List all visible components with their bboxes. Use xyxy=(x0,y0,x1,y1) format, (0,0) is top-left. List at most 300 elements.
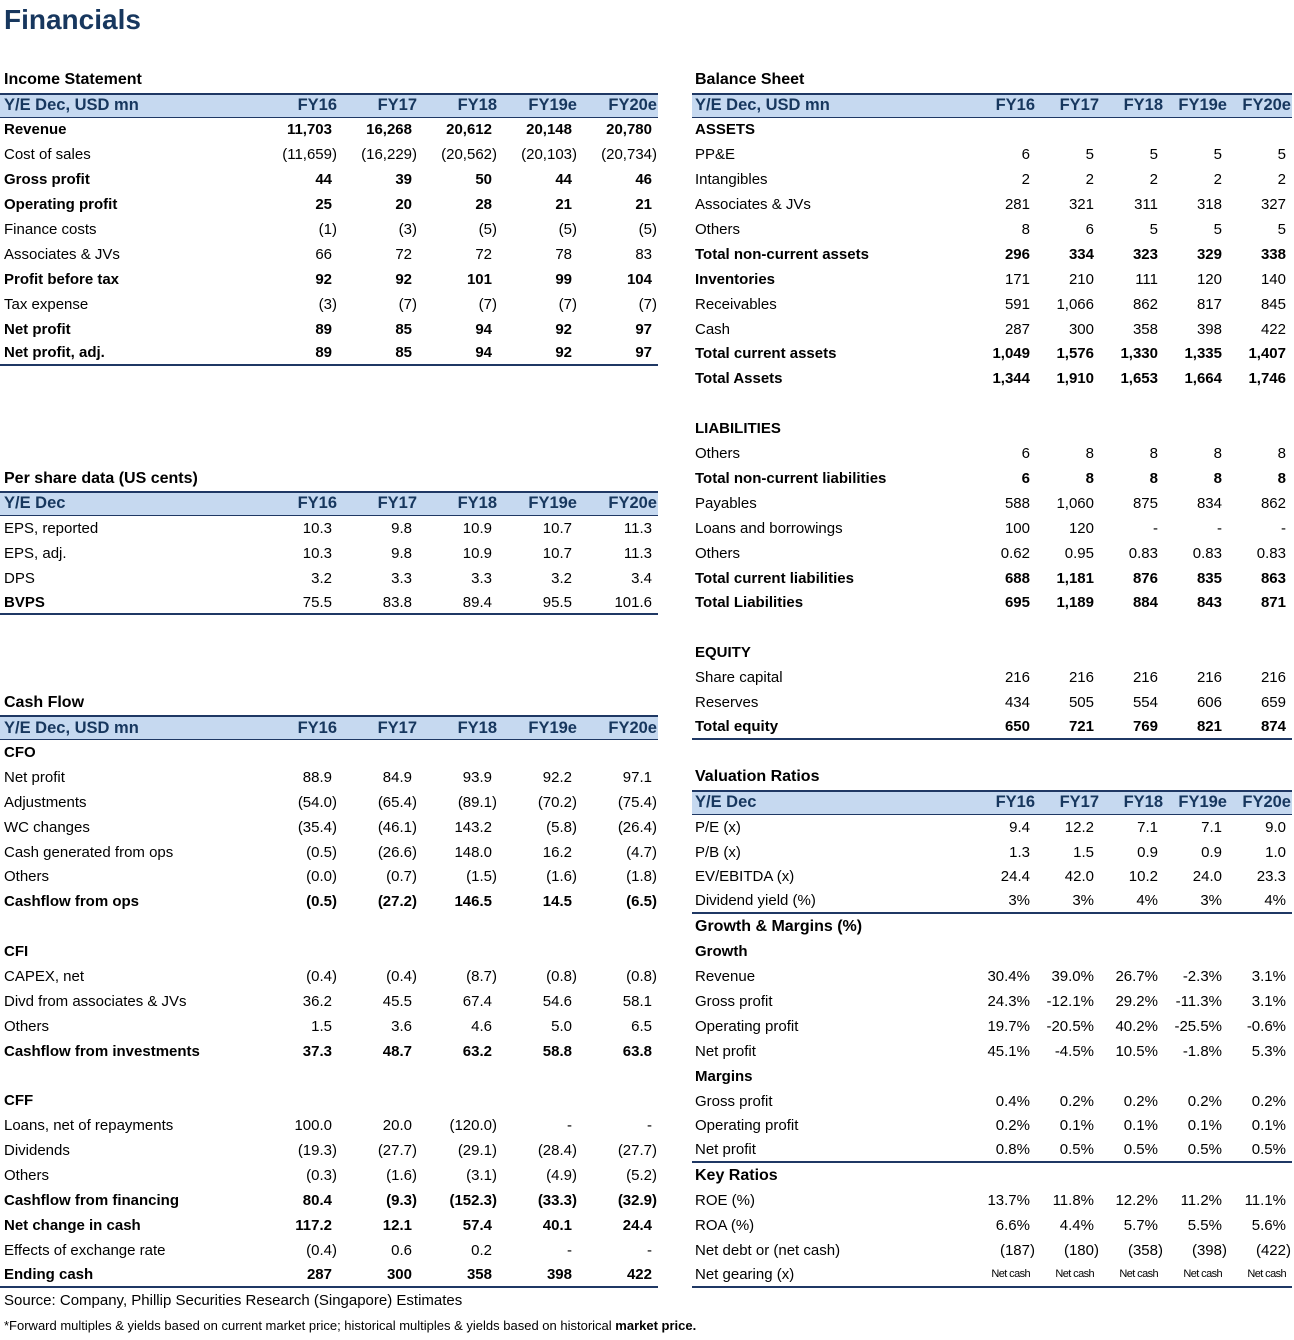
cell-fy17: 1.5 xyxy=(1073,843,1094,861)
row-label: Cashflow from ops xyxy=(4,893,140,911)
cell-fy19e: (33.3) xyxy=(537,1192,577,1209)
cell-fy18: 0.1% xyxy=(1123,1117,1158,1135)
cell-fy18: (3.1) xyxy=(466,1167,497,1185)
cell-fy18: 146.5 xyxy=(454,893,492,911)
row-label: Cashflow from financing xyxy=(4,1192,180,1209)
cell-fy19e: 44 xyxy=(555,171,572,189)
row-finance-costs xyxy=(0,217,658,242)
cell-fy16: 25 xyxy=(315,196,332,214)
row-dividends xyxy=(0,1138,658,1163)
cell-fy16: 100.0 xyxy=(294,1117,332,1135)
cell-fy18: 862 xyxy=(1132,295,1158,313)
cell-fy16: (0.5) xyxy=(306,843,337,861)
column-header-label: Y/E Dec, USD mn xyxy=(4,718,139,737)
cell-fy17: 92 xyxy=(395,270,412,288)
row-label: Loans and borrowings xyxy=(695,519,843,537)
row-label: Cash generated from ops xyxy=(4,843,174,861)
row-others xyxy=(0,1014,658,1039)
row-label: DPS xyxy=(4,569,35,587)
row-roa xyxy=(692,1213,1292,1238)
cell-fy18: Net cash xyxy=(1119,1268,1158,1281)
section-title: Balance Sheet xyxy=(695,71,805,89)
cell-fy20e: 1,746 xyxy=(1248,370,1286,388)
cell-fy20e: 871 xyxy=(1260,594,1286,612)
cell-fy20e: - xyxy=(647,1117,652,1135)
cell-fy20e: (0.8) xyxy=(626,967,657,985)
cell-fy17: 4.4% xyxy=(1059,1217,1094,1235)
cell-fy20e: 5 xyxy=(1277,146,1286,164)
cell-fy18: 358 xyxy=(1132,320,1158,338)
row-cash xyxy=(692,317,1292,342)
cell-fy20e: 874 xyxy=(1260,717,1286,735)
row-cash-generated-from-ops xyxy=(0,840,658,865)
cell-fy18: (152.3) xyxy=(449,1192,497,1209)
cell-fy19e: - xyxy=(567,1117,572,1135)
cell-fy17: 9.8 xyxy=(391,544,412,562)
cell-fy19e: 606 xyxy=(1196,693,1222,711)
cell-fy17: (180) xyxy=(1063,1241,1099,1259)
cell-fy16: 171 xyxy=(1004,270,1030,288)
cell-fy16: 0.2% xyxy=(995,1117,1030,1135)
cell-fy19e: 329 xyxy=(1196,245,1222,263)
row-share-capital xyxy=(692,665,1292,690)
cell-fy20e: 20,780 xyxy=(606,121,652,139)
cell-fy19e: 834 xyxy=(1196,494,1222,512)
cell-fy16: 30.4% xyxy=(987,968,1030,986)
column-header-fy18: FY18 xyxy=(1123,96,1163,115)
cell-fy18: 4% xyxy=(1136,892,1158,910)
cell-fy16: 6 xyxy=(1021,445,1030,463)
footnote xyxy=(4,1318,696,1333)
cash-flow-table xyxy=(0,690,658,1287)
row-label: BVPS xyxy=(4,593,45,611)
footnote-emphasis: market price. xyxy=(615,1318,697,1333)
cell-fy16: 36.2 xyxy=(302,992,332,1010)
cell-fy16: (1) xyxy=(318,221,337,239)
cell-fy16: 2 xyxy=(1021,171,1030,189)
row-label: P/B (x) xyxy=(695,843,741,861)
row-cfi xyxy=(0,939,658,964)
cell-fy20e: 8 xyxy=(1277,445,1286,463)
cell-fy19e: -25.5% xyxy=(1174,1017,1222,1035)
cell-fy19e: 5 xyxy=(1213,146,1222,164)
cell-fy16: 13.7% xyxy=(987,1192,1030,1210)
cell-fy16: 588 xyxy=(1004,494,1030,512)
cell-fy20e: 863 xyxy=(1260,569,1286,587)
column-header-label: Y/E Dec, USD mn xyxy=(4,96,139,115)
row-label: Others xyxy=(695,544,741,562)
cell-fy19e: Net cash xyxy=(1183,1268,1222,1281)
group-equity xyxy=(692,640,1292,740)
cell-fy17: (9.3) xyxy=(386,1192,417,1209)
cell-fy17: 1,181 xyxy=(1056,569,1094,587)
cell-fy18: - xyxy=(1153,519,1158,537)
row-label: Others xyxy=(4,1167,50,1185)
cell-fy20e: 6.5 xyxy=(631,1017,652,1035)
cell-fy16: 434 xyxy=(1004,693,1030,711)
column-header-fy16: FY16 xyxy=(297,494,337,513)
row-label: Net profit xyxy=(695,1141,756,1159)
row-label: CAPEX, net xyxy=(4,967,85,985)
cell-fy18: 0.5% xyxy=(1123,1141,1158,1159)
cell-fy16: 296 xyxy=(1004,245,1030,263)
cell-fy20e: 2 xyxy=(1277,171,1286,189)
cell-fy19e: 92 xyxy=(555,344,572,362)
cell-fy16: 10.3 xyxy=(302,544,332,562)
row-label: ROA (%) xyxy=(695,1217,755,1235)
row-ending-cash xyxy=(0,1263,658,1288)
cell-fy18: 10.9 xyxy=(462,544,492,562)
cell-fy16: (0.3) xyxy=(306,1167,337,1185)
cell-fy17: 20 xyxy=(395,196,412,214)
row-label: Net profit xyxy=(695,1042,756,1060)
cell-fy18: (29.1) xyxy=(457,1142,497,1160)
cell-fy16: (0.4) xyxy=(306,1241,337,1259)
cell-fy20e: (4.7) xyxy=(626,843,657,861)
cell-fy19e: 40.1 xyxy=(542,1216,572,1234)
cell-fy19e: -2.3% xyxy=(1182,968,1222,986)
cell-fy18: 10.2 xyxy=(1128,868,1158,886)
cell-fy19e: 21 xyxy=(555,196,572,214)
row-payables xyxy=(692,491,1292,516)
row-cashflow-from-financing xyxy=(0,1188,658,1213)
cell-fy20e: 83 xyxy=(635,245,652,263)
cell-fy20e: (5.2) xyxy=(626,1167,657,1185)
cell-fy18: 0.9 xyxy=(1137,843,1158,861)
cell-fy18: 94 xyxy=(475,320,492,338)
cell-fy18: 26.7% xyxy=(1115,968,1158,986)
cell-fy17: 9.8 xyxy=(391,519,412,537)
cell-fy20e: 0.2% xyxy=(1251,1092,1286,1110)
group-growth xyxy=(692,939,1292,1063)
row-p-b-x xyxy=(692,840,1292,865)
row-inventories xyxy=(692,267,1292,292)
row-reserves xyxy=(692,690,1292,715)
cell-fy18: 1,653 xyxy=(1120,370,1158,388)
row-label: Net profit xyxy=(4,768,65,786)
cell-fy18: 8 xyxy=(1149,469,1158,487)
cell-fy20e: (7) xyxy=(638,295,657,313)
cell-fy16: (0.4) xyxy=(306,967,337,985)
group-cfo xyxy=(0,740,658,914)
cell-fy20e: 63.8 xyxy=(622,1042,652,1060)
group-margins xyxy=(692,1064,1292,1164)
cell-fy20e: 216 xyxy=(1260,669,1286,687)
column-header-label: Y/E Dec xyxy=(4,494,66,513)
cell-fy19e: 0.83 xyxy=(1192,544,1222,562)
cell-fy17: 85 xyxy=(395,344,412,362)
row-loans-net-of-repayments xyxy=(0,1113,658,1138)
cell-fy18: 876 xyxy=(1132,569,1158,587)
cell-fy20e: 11.3 xyxy=(623,519,652,537)
cell-fy16: 1,049 xyxy=(992,345,1030,363)
section-title: Valuation Ratios xyxy=(695,768,820,786)
cell-fy19e: 0.2% xyxy=(1187,1092,1222,1110)
row-label: Net debt or (net cash) xyxy=(695,1241,841,1259)
cell-fy20e: 3.4 xyxy=(631,569,652,587)
header-row xyxy=(0,93,658,118)
cell-fy16: 45.1% xyxy=(987,1042,1030,1060)
per-share-data-table xyxy=(0,466,658,615)
cell-fy17: 84.9 xyxy=(382,768,412,786)
row-label: Others xyxy=(695,445,741,463)
row-cashflow-from-investments xyxy=(0,1039,658,1064)
cell-fy18: 20,612 xyxy=(446,121,492,139)
cell-fy18: (120.0) xyxy=(449,1117,497,1135)
row-total-current-liabilities xyxy=(692,566,1292,591)
cell-fy17: 0.5% xyxy=(1059,1141,1094,1159)
cell-fy16: (54.0) xyxy=(297,793,337,811)
cell-fy18: 311 xyxy=(1134,196,1158,214)
row-label: Dividend yield (%) xyxy=(695,892,816,910)
cell-fy19e: 0.1% xyxy=(1187,1117,1222,1135)
cell-fy18: 1,330 xyxy=(1120,345,1158,363)
cell-fy20e: (75.4) xyxy=(617,793,657,811)
cell-fy19e: 398 xyxy=(1196,320,1222,338)
cell-fy19e: 24.0 xyxy=(1192,868,1222,886)
group-cfi xyxy=(0,939,658,1063)
header-row xyxy=(692,790,1292,815)
cell-fy20e: 23.3 xyxy=(1256,868,1286,886)
row-label: LIABILITIES xyxy=(695,420,781,438)
row-others xyxy=(0,864,658,889)
row-label: Net profit, adj. xyxy=(4,344,105,362)
row-intangibles xyxy=(692,167,1292,192)
cell-fy16: 24.3% xyxy=(987,992,1030,1010)
column-header-fy17: FY17 xyxy=(1059,96,1099,115)
cell-fy17: 1,066 xyxy=(1056,295,1094,313)
row-label: Reserves xyxy=(695,693,759,711)
cell-fy19e: (4.9) xyxy=(546,1167,577,1185)
row-effects-of-exchange-rate xyxy=(0,1238,658,1263)
cell-fy17: 85 xyxy=(395,320,412,338)
row-label: Operating profit xyxy=(695,1017,799,1035)
row-wc-changes xyxy=(0,815,658,840)
column-header-fy19e: FY19e xyxy=(528,718,577,737)
row-total-non-current-assets xyxy=(692,242,1292,267)
cell-fy19e: (5.8) xyxy=(546,818,577,836)
cell-fy16: 37.3 xyxy=(302,1042,332,1060)
cell-fy16: 80.4 xyxy=(302,1192,332,1209)
row-total-liabilities xyxy=(692,590,1292,615)
row-label: Dividends xyxy=(4,1142,70,1160)
cell-fy20e: 97 xyxy=(635,344,652,362)
cell-fy16: (187) xyxy=(999,1241,1035,1259)
cell-fy19e: 2 xyxy=(1213,171,1222,189)
cell-fy16: 216 xyxy=(1004,669,1030,687)
row-capex-net xyxy=(0,964,658,989)
cell-fy19e: (20,103) xyxy=(521,146,577,164)
cell-fy18: 216 xyxy=(1132,669,1158,687)
row-label: Payables xyxy=(695,494,757,512)
cell-fy16: 0.4% xyxy=(995,1092,1030,1110)
cell-fy20e: 422 xyxy=(626,1265,652,1283)
cell-fy18: 358 xyxy=(466,1265,492,1283)
cell-fy17: 39.0% xyxy=(1051,968,1094,986)
cell-fy16: 92 xyxy=(315,270,332,288)
row-label: WC changes xyxy=(4,818,90,836)
row-cff xyxy=(0,1089,658,1114)
row-divd-from-associates-jvs xyxy=(0,989,658,1014)
cell-fy20e: 862 xyxy=(1260,494,1286,512)
cell-fy19e: - xyxy=(567,1241,572,1259)
cell-fy17: -20.5% xyxy=(1046,1017,1094,1035)
column-header-fy19e: FY19e xyxy=(528,96,577,115)
cell-fy19e: (0.8) xyxy=(546,967,577,985)
row-net-debt-or-net-cash xyxy=(692,1238,1292,1263)
cell-fy19e: 1,664 xyxy=(1184,370,1222,388)
growth-margins-table xyxy=(692,914,1292,1163)
row-eps-reported xyxy=(0,516,658,541)
page-title: Financials xyxy=(4,4,141,35)
cell-fy17: (26.6) xyxy=(377,843,417,861)
row-net-profit xyxy=(692,1039,1292,1064)
cell-fy20e: 97 xyxy=(635,320,652,338)
cell-fy17: 0.1% xyxy=(1059,1117,1094,1135)
row-label: Others xyxy=(4,1017,50,1035)
cell-fy19e: 821 xyxy=(1196,717,1222,735)
cell-fy19e: -1.8% xyxy=(1182,1042,1222,1060)
row-gross-profit xyxy=(0,167,658,192)
row-pp-e xyxy=(692,142,1292,167)
cell-fy18: 89.4 xyxy=(462,593,492,611)
row-equity xyxy=(692,640,1292,665)
cell-fy18: (20,562) xyxy=(441,146,497,164)
column-header-fy19e: FY19e xyxy=(1178,793,1227,812)
cell-fy20e: 338 xyxy=(1260,245,1286,263)
cell-fy19e: 0.9 xyxy=(1201,843,1222,861)
cell-fy18: 63.2 xyxy=(462,1042,492,1060)
cell-fy20e: - xyxy=(647,1241,652,1259)
cell-fy19e: 817 xyxy=(1196,295,1222,313)
row-label: Revenue xyxy=(4,121,67,139)
column-header-fy17: FY17 xyxy=(377,718,417,737)
column-header-fy20e: FY20e xyxy=(1242,96,1291,115)
row-others xyxy=(0,1163,658,1188)
cell-fy16: 100 xyxy=(1004,519,1030,537)
row-net-gearing-x xyxy=(692,1263,1292,1288)
header-row xyxy=(0,491,658,516)
cell-fy19e: 7.1 xyxy=(1201,818,1222,836)
group-assets xyxy=(692,118,1292,392)
cell-fy18: 12.2% xyxy=(1115,1192,1158,1210)
cell-fy20e: 3.1% xyxy=(1251,992,1286,1010)
cell-fy16: 9.4 xyxy=(1009,818,1030,836)
cell-fy19e: (1.6) xyxy=(546,868,577,886)
row-profit-before-tax xyxy=(0,267,658,292)
group-liabilities xyxy=(692,416,1292,615)
column-header-fy18: FY18 xyxy=(1123,793,1163,812)
cell-fy16: 75.5 xyxy=(302,593,332,611)
row-cashflow-from-ops xyxy=(0,889,658,914)
cell-fy17: 45.5 xyxy=(382,992,412,1010)
row-label: ASSETS xyxy=(695,121,756,139)
cell-fy20e: 11.3 xyxy=(623,544,652,562)
cell-fy17: (27.2) xyxy=(377,893,417,911)
row-label: Associates & JVs xyxy=(695,196,811,214)
cell-fy20e: 46 xyxy=(635,171,652,189)
cell-fy20e: 101.6 xyxy=(614,593,652,611)
row-label: CFI xyxy=(4,943,29,961)
cell-fy17: 210 xyxy=(1068,270,1094,288)
row-others xyxy=(692,541,1292,566)
row-operating-profit xyxy=(0,192,658,217)
row-label: EV/EBITDA (x) xyxy=(695,868,795,886)
row-label: Total current liabilities xyxy=(695,569,854,587)
row-label: Gross profit xyxy=(695,992,773,1010)
row-total-current-assets xyxy=(692,342,1292,367)
column-header-fy18: FY18 xyxy=(457,96,497,115)
cell-fy17: 721 xyxy=(1068,717,1094,735)
cell-fy16: 8 xyxy=(1021,221,1030,239)
column-header-fy17: FY17 xyxy=(377,96,417,115)
cell-fy17: 1,189 xyxy=(1056,594,1094,612)
cell-fy19e: (70.2) xyxy=(537,793,577,811)
row-gross-profit xyxy=(692,1089,1292,1114)
cell-fy20e: 659 xyxy=(1260,693,1286,711)
cell-fy17: -4.5% xyxy=(1054,1042,1094,1060)
cell-fy20e: 0.1% xyxy=(1251,1117,1286,1135)
row-label: Total Liabilities xyxy=(695,594,804,612)
cell-fy17: 83.8 xyxy=(382,593,412,611)
row-label: Gross profit xyxy=(4,171,90,189)
cell-fy16: (0.5) xyxy=(306,893,337,911)
cell-fy16: (0.0) xyxy=(306,868,337,886)
row-total-equity xyxy=(692,715,1292,740)
cell-fy18: 884 xyxy=(1132,594,1158,612)
cell-fy18: 143.2 xyxy=(454,818,492,836)
column-header-fy20e: FY20e xyxy=(608,718,657,737)
cell-fy16: Net cash xyxy=(991,1268,1030,1281)
cell-fy20e: 5.6% xyxy=(1251,1217,1286,1235)
cell-fy18: 4.6 xyxy=(471,1017,492,1035)
cell-fy16: 0.62 xyxy=(1000,544,1030,562)
row-label: Others xyxy=(4,868,50,886)
cell-fy18: 10.5% xyxy=(1115,1042,1158,1060)
row-associates-jvs xyxy=(692,192,1292,217)
row-label: Effects of exchange rate xyxy=(4,1241,166,1259)
cell-fy16: 281 xyxy=(1004,196,1030,214)
cell-fy16: 66 xyxy=(315,245,332,263)
footnote-text: *Forward multiples & yields based on current market price; historical multiples & yields based on historical xyxy=(4,1318,612,1333)
row-growth xyxy=(692,939,1292,964)
cell-fy20e: 5 xyxy=(1277,221,1286,239)
cell-fy20e: 4% xyxy=(1264,892,1286,910)
column-header-label: Y/E Dec, USD mn xyxy=(695,96,830,115)
cell-fy20e: 104 xyxy=(626,270,652,288)
cell-fy17: 8 xyxy=(1085,445,1094,463)
column-header-fy20e: FY20e xyxy=(608,494,657,513)
cell-fy19e: 843 xyxy=(1196,594,1222,612)
cell-fy18: (5) xyxy=(478,221,497,239)
balance-sheet-table xyxy=(692,68,1292,740)
column-header-fy17: FY17 xyxy=(1059,793,1099,812)
row-label: Total current assets xyxy=(695,345,837,363)
cell-fy18: 28 xyxy=(475,196,492,214)
cell-fy17: 300 xyxy=(1068,320,1094,338)
cell-fy19e: (7) xyxy=(558,295,577,313)
row-associates-jvs xyxy=(0,242,658,267)
cell-fy18: 67.4 xyxy=(462,992,492,1010)
row-eps-adj xyxy=(0,541,658,566)
cell-fy17: 0.95 xyxy=(1064,544,1094,562)
cell-fy19e: 318 xyxy=(1196,196,1222,214)
row-adjustments xyxy=(0,790,658,815)
row-label: Net profit xyxy=(4,320,71,338)
column-header-fy20e: FY20e xyxy=(608,96,657,115)
cell-fy20e: 58.1 xyxy=(622,992,652,1010)
cell-fy20e: -0.6% xyxy=(1246,1017,1286,1035)
